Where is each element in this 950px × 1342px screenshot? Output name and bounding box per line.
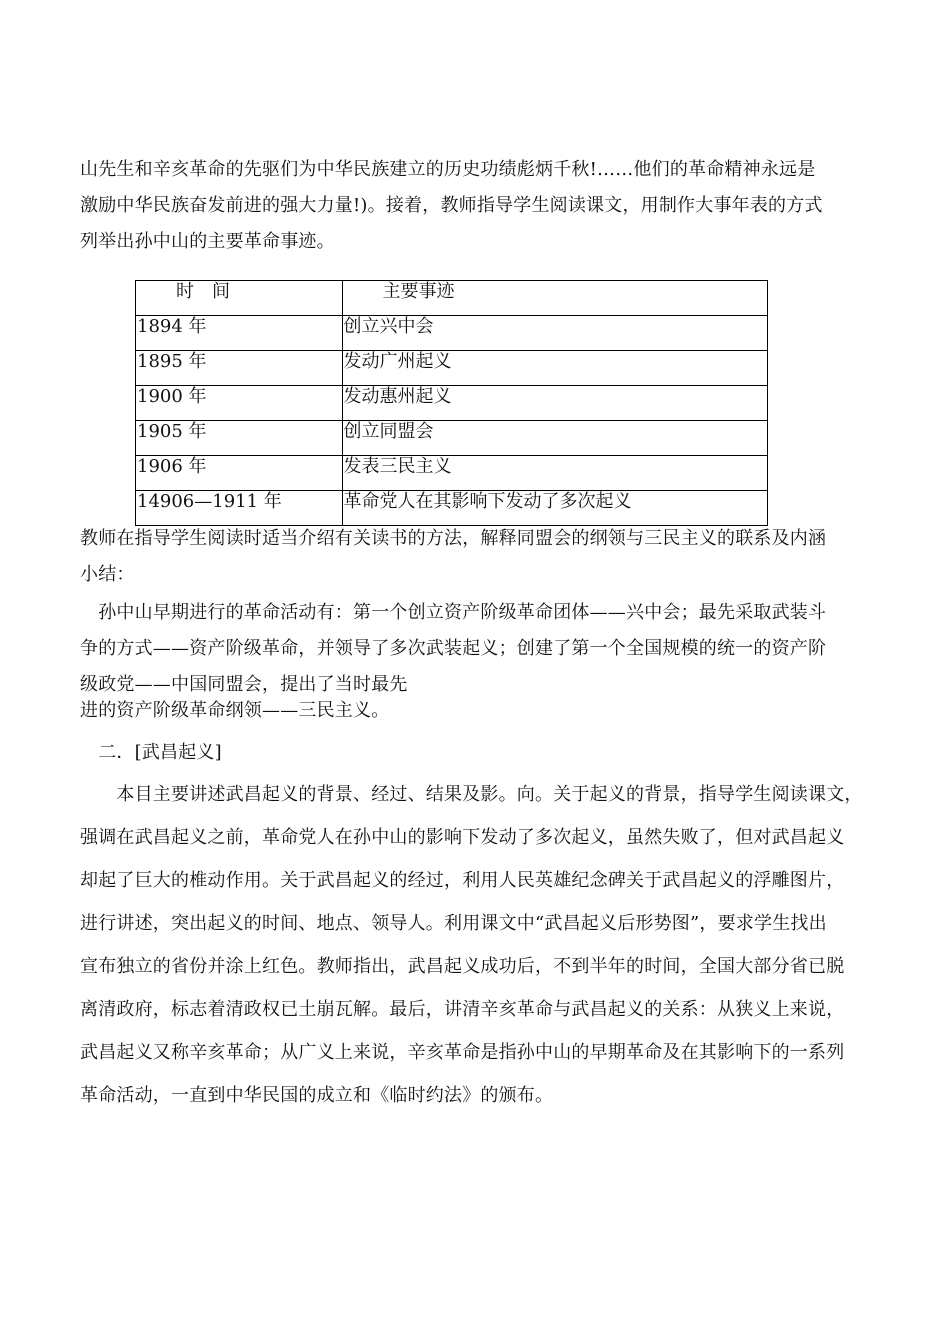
cell-time: 1900 年 [136,386,343,421]
cell-time: 1894 年 [136,316,343,351]
cell-event: 创立同盟会 [342,421,767,456]
section-line-8: 革命活动，一直到中华民国的成立和《临时约法》的颁布。 [80,1085,554,1106]
section-line-5: 宣布独立的省份并涂上红色。教师指出，武昌起义成功后，不到半年的时间，全国大部分省已脱 [80,956,845,977]
intro-line-3: 列举出孙中山的主要革命事迹。 [80,231,335,252]
cell-time: 1895 年 [136,351,343,386]
section-line-4: 进行讲述，突出起义的时间、地点、领导人。利用课文中“武昌起义后形势图”，要求学生找出 [80,913,827,934]
table-row [136,456,768,491]
summary-line-4: 进的资产阶级革命纲领——三民主义。 [80,700,390,721]
cell-event: 发动惠州起义 [342,386,767,421]
summary-line-3: 级政党——中国同盟会，提出了当时最先 [80,674,408,695]
after-table-line-1: 教师在指导学生阅读时适当介绍有关读书的方法，解释同盟会的纲领与三民主义的联系及内涵 [80,528,827,549]
chronology-table [135,280,768,526]
cell-time: 1905 年 [136,421,343,456]
table-row [136,351,768,386]
section-line-2: 强调在武昌起义之前，革命党人在孙中山的影响下发动了多次起义，虽然失败了，但对武昌起义 [80,827,845,848]
table-row [136,316,768,351]
section-title: 二．[武昌起义] [80,742,222,763]
section-line-3: 却起了巨大的椎动作用。关于武昌起义的经过，利用人民英雄纪念碑关于武昌起义的浮雕图片， [80,870,845,891]
intro-line-2: 激励中华民族奋发前进的强大力量!)。接着，教师指导学生阅读课文，用制作大事年表的方式 [80,195,823,216]
table-row [136,491,768,526]
table-header-row [136,281,768,316]
header-time: 时 间 [136,281,343,316]
summary-heading: 小结： [80,564,135,585]
table-row [136,386,768,421]
table-row [136,421,768,456]
cell-time: 14906—1911 年 [136,491,343,526]
section-line-1: 本目主要讲述武昌起义的背景、经过、结果及影。向。关于起义的背景，指导学生阅读课文， [80,784,863,805]
cell-event: 革命党人在其影响下发动了多次起义 [342,491,767,526]
header-event: 主要事迹 [342,281,767,316]
cell-event: 创立兴中会 [342,316,767,351]
section-line-7: 武昌起义又称辛亥革命；从广义上来说，辛亥革命是指孙中山的早期革命及在其影响下的一系列 [80,1042,845,1063]
summary-line-2: 争的方式——资产阶级革命，并领导了多次武装起义；创建了第一个全国规模的统一的资产阶 [80,638,827,659]
summary-line-1: 孙中山早期进行的革命活动有：第一个创立资产阶级革命团体——兴中会；最先采取武装斗 [80,602,827,623]
section-line-6: 离清政府，标志着清政权已土崩瓦解。最后，讲清辛亥革命与武昌起义的关系：从狭义上来说， [80,999,845,1020]
cell-time: 1906 年 [136,456,343,491]
cell-event: 发动广州起义 [342,351,767,386]
cell-event: 发表三民主义 [342,456,767,491]
intro-line-1: 山先生和辛亥革命的先驱们为中华民族建立的历史功绩彪炳千秋!……他们的革命精神永远是 [80,159,816,180]
